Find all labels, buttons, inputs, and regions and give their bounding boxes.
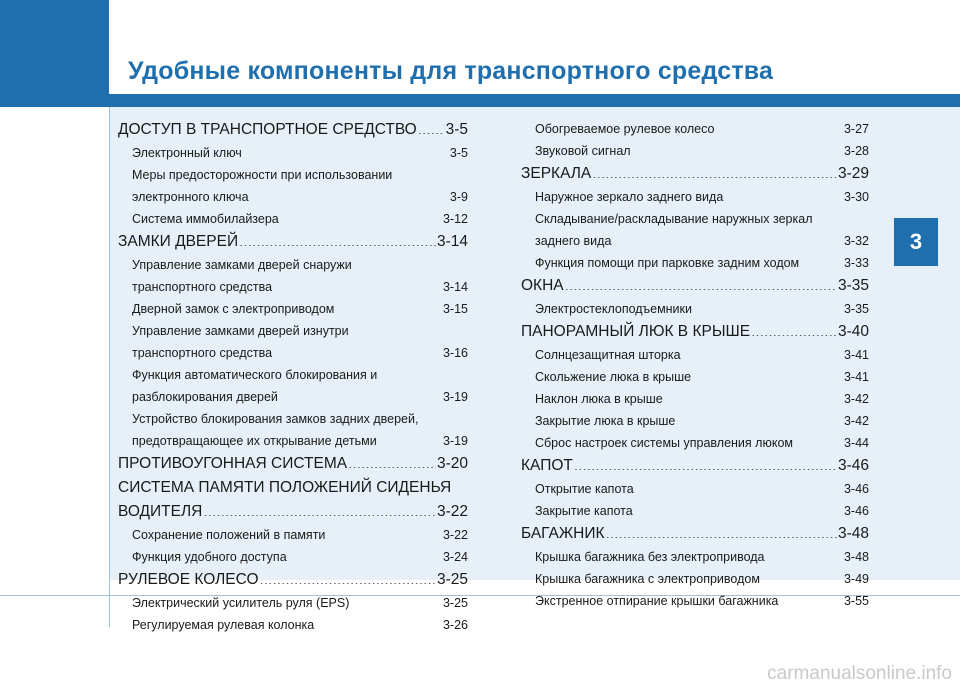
toc-entry[interactable] [521, 568, 869, 590]
toc-entry-title: Электростеклоподъемники [535, 302, 692, 316]
toc-section[interactable] [521, 522, 869, 546]
dot-leader [239, 231, 436, 247]
toc-entry-title: Функция помощи при парковке задним ходом [535, 256, 800, 270]
toc-page-number: 3-27 [843, 122, 869, 136]
toc-page-number: 3-14 [442, 280, 468, 294]
dot-leader [574, 455, 837, 471]
toc-entry[interactable] [521, 500, 869, 522]
dot-leader [632, 143, 843, 156]
dot-leader [348, 453, 436, 469]
toc-column-right [521, 118, 869, 612]
toc-page-number: 3-25 [442, 596, 468, 610]
toc-column-left [118, 118, 468, 636]
toc-page-number: 3-42 [843, 392, 869, 406]
toc-entry-title: предотвращающее их открывание детьми [132, 434, 377, 448]
dot-leader [606, 523, 837, 539]
toc-entry[interactable] [118, 408, 468, 430]
toc-page-number: 3-29 [837, 165, 869, 182]
toc-entry-title: Функция автоматического блокирования и [132, 368, 378, 382]
toc-entry-title: БАГАЖНИК [521, 525, 605, 542]
toc-entry-title: Открытие капота [535, 482, 634, 496]
toc-entry-title: Дверной замок с электроприводом [132, 302, 335, 316]
toc-entry-title: транспортного средства [132, 346, 273, 360]
dot-leader [800, 255, 843, 268]
toc-entry-title: Устройство блокирования замков задних дверей, [132, 412, 419, 426]
toc-entry-title: Крышка багажника без электропривода [535, 550, 765, 564]
dot-leader [692, 369, 843, 382]
toc-page-number: 3-22 [442, 528, 468, 542]
toc-page-number: 3-16 [442, 346, 468, 360]
toc-entry[interactable] [118, 430, 468, 452]
toc-entry[interactable] [521, 252, 869, 274]
toc-section[interactable] [521, 162, 869, 186]
toc-entry-title: заднего вида [535, 234, 612, 248]
dot-leader [634, 503, 843, 516]
dot-leader [315, 617, 442, 630]
dot-leader [664, 391, 843, 404]
toc-entry[interactable] [521, 410, 869, 432]
toc-entry-title: Регулируемая рулевая колонка [132, 618, 315, 632]
dot-leader [766, 549, 843, 562]
toc-section[interactable] [521, 320, 869, 344]
dot-leader [243, 145, 449, 158]
toc-entry-title: КАПОТ [521, 457, 573, 474]
toc-entry[interactable] [521, 208, 869, 230]
toc-entry-title: транспортного средства [132, 280, 273, 294]
toc-entry[interactable] [118, 164, 468, 186]
toc-page-number: 3-20 [436, 455, 468, 472]
toc-entry[interactable] [118, 342, 468, 364]
toc-page-number: 3-48 [843, 550, 869, 564]
toc-entry[interactable] [521, 230, 869, 252]
toc-section[interactable] [521, 454, 869, 478]
dot-leader [273, 345, 442, 358]
toc-entry-title: Звуковой сигнал [535, 144, 631, 158]
toc-entry-title: Управление замками дверей изнутри [132, 324, 349, 338]
toc-section[interactable] [521, 274, 869, 298]
dot-leader [794, 435, 843, 448]
dot-leader [682, 347, 843, 360]
toc-section[interactable] [118, 118, 468, 142]
toc-section[interactable] [118, 500, 468, 524]
dot-leader [350, 595, 442, 608]
chapter-tab[interactable]: 3 [894, 218, 938, 266]
toc-entry[interactable] [118, 298, 468, 320]
toc-page-number: 3-9 [449, 190, 468, 204]
toc-entry[interactable] [521, 590, 869, 612]
toc-page-number: 3-41 [843, 370, 869, 384]
side-strip [938, 107, 960, 580]
toc-entry-title: ПАНОРАМНЫЙ ЛЮК В КРЫШЕ [521, 323, 751, 340]
title-rule [109, 94, 960, 107]
toc-section[interactable] [118, 230, 468, 254]
toc-entry-title: Сохранение положений в памяти [132, 528, 326, 542]
toc-entry-title: Экстренное отпирание крышки багажника [535, 594, 779, 608]
toc-page-number: 3-19 [442, 390, 468, 404]
dot-leader [612, 233, 843, 246]
dot-leader [635, 481, 843, 494]
dot-leader [288, 549, 442, 562]
dot-leader [326, 527, 442, 540]
dot-leader [280, 211, 442, 224]
toc-entry[interactable] [521, 366, 869, 388]
toc-entry[interactable] [118, 524, 468, 546]
toc-entry-title: ОКНА [521, 277, 564, 294]
toc-entry-title: ПРОТИВОУГОННАЯ СИСТЕМА [118, 455, 348, 472]
dot-leader [273, 279, 442, 292]
toc-entry[interactable] [521, 432, 869, 454]
toc-entry-title: Крышка багажника с электроприводом [535, 572, 760, 586]
toc-entry-title: Электрический усилитель руля (EPS) [132, 596, 350, 610]
toc-page-number: 3-48 [837, 525, 869, 542]
toc-entry-title: электронного ключа [132, 190, 249, 204]
dot-leader [565, 275, 837, 291]
dot-leader [203, 501, 436, 517]
toc-section[interactable] [118, 452, 468, 476]
toc-entry[interactable] [118, 186, 468, 208]
dot-leader [693, 301, 843, 314]
toc-entry[interactable] [118, 386, 468, 408]
toc-entry-title: Электронный ключ [132, 146, 242, 160]
toc-page-number: 3-44 [843, 436, 869, 450]
guide-line-vertical [109, 107, 110, 627]
toc-entry-title: Солнцезащитная шторка [535, 348, 681, 362]
toc-entry[interactable] [118, 592, 468, 614]
toc-entry[interactable] [118, 320, 468, 342]
dot-leader [761, 571, 843, 584]
dot-leader [751, 321, 837, 337]
toc-entry-title: ЗЕРКАЛА [521, 165, 592, 182]
toc-entry[interactable] [118, 254, 468, 276]
dot-leader [715, 121, 843, 134]
toc-entry-title: Наклон люка в крыше [535, 392, 663, 406]
toc-page-number: 3-32 [843, 234, 869, 248]
toc-entry[interactable] [118, 614, 468, 636]
dot-leader [378, 433, 442, 446]
toc-entry-title: разблокирования дверей [132, 390, 278, 404]
toc-entry-title: Функция удобного доступа [132, 550, 287, 564]
toc-page-number: 3-49 [843, 572, 869, 586]
toc-entry-title: Складывание/раскладывание наружных зеркал [535, 212, 813, 226]
toc-page-number: 3-5 [445, 121, 468, 138]
toc-entry-title: Наружное зеркало заднего вида [535, 190, 724, 204]
toc-entry-title: Закрытие капота [535, 504, 633, 518]
toc-page-number: 3-15 [442, 302, 468, 316]
dot-leader [279, 389, 442, 402]
toc-entry-title: Управление замками дверей снаружи [132, 258, 352, 272]
dot-leader [335, 301, 442, 314]
toc-entry[interactable] [118, 142, 468, 164]
toc-entry[interactable] [521, 388, 869, 410]
toc-entry-title: Сброс настроек системы управления люком [535, 436, 793, 450]
toc-entry-title: Меры предосторожности при использовании [132, 168, 393, 182]
toc-entry-title: ЗАМКИ ДВЕРЕЙ [118, 233, 239, 250]
toc-page-number: 3-35 [843, 302, 869, 316]
toc-entry[interactable] [521, 298, 869, 320]
toc-entry[interactable] [521, 344, 869, 366]
dot-leader [250, 189, 449, 202]
dot-leader [779, 593, 843, 606]
toc-page-number: 3-41 [843, 348, 869, 362]
page-title: Удобные компоненты для транспортного средства [128, 57, 774, 85]
corner-block [0, 0, 109, 107]
toc-page-number: 3-19 [442, 434, 468, 448]
toc-page-number: 3-28 [843, 144, 869, 158]
toc-entry[interactable] [521, 478, 869, 500]
toc-section[interactable] [118, 476, 468, 500]
toc-entry-title: Система иммобилайзера [132, 212, 279, 226]
toc-entry-title: Закрытие люка в крыше [535, 414, 676, 428]
toc-entry-title: РУЛЕВОЕ КОЛЕСО [118, 571, 259, 588]
toc-page-number: 3-26 [442, 618, 468, 632]
toc-page-number: 3-42 [843, 414, 869, 428]
toc-page-number: 3-55 [843, 594, 869, 608]
toc-entry-title: Обогреваемое рулевое колесо [535, 122, 715, 136]
dot-leader [260, 569, 436, 585]
toc-entry[interactable] [118, 276, 468, 298]
toc-page-number: 3-12 [442, 212, 468, 226]
toc-entry[interactable] [521, 140, 869, 162]
toc-page-number: 3-22 [436, 503, 468, 520]
toc-page-number: 3-24 [442, 550, 468, 564]
toc-entry[interactable] [118, 546, 468, 568]
toc-page-number: 3-33 [843, 256, 869, 270]
dot-leader [676, 413, 843, 426]
toc-page-number: 3-46 [843, 504, 869, 518]
dot-leader [418, 119, 445, 135]
toc-entry[interactable] [521, 186, 869, 208]
toc-page-number: 3-46 [837, 457, 869, 474]
toc-page-number: 3-5 [449, 146, 468, 160]
toc-page-number: 3-25 [436, 571, 468, 588]
dot-leader [592, 163, 837, 179]
toc-page-number: 3-14 [436, 233, 468, 250]
watermark: carmanualsonline.info [767, 663, 952, 684]
toc-entry[interactable] [118, 364, 468, 386]
toc-section[interactable] [118, 568, 468, 592]
dot-leader [724, 189, 843, 202]
toc-page-number: 3-40 [837, 323, 869, 340]
toc-entry[interactable] [521, 546, 869, 568]
toc-page-number: 3-30 [843, 190, 869, 204]
toc-entry-title: СИСТЕМА ПАМЯТИ ПОЛОЖЕНИЙ СИДЕНЬЯ [118, 479, 452, 496]
toc-entry[interactable] [521, 118, 869, 140]
toc-page-number: 3-46 [843, 482, 869, 496]
toc-entry[interactable] [118, 208, 468, 230]
toc-entry-title: ВОДИТЕЛЯ [118, 503, 203, 520]
toc-page-number: 3-35 [837, 277, 869, 294]
toc-entry-title: ДОСТУП В ТРАНСПОРТНОЕ СРЕДСТВО [118, 121, 417, 138]
toc-entry-title: Скольжение люка в крыше [535, 370, 692, 384]
